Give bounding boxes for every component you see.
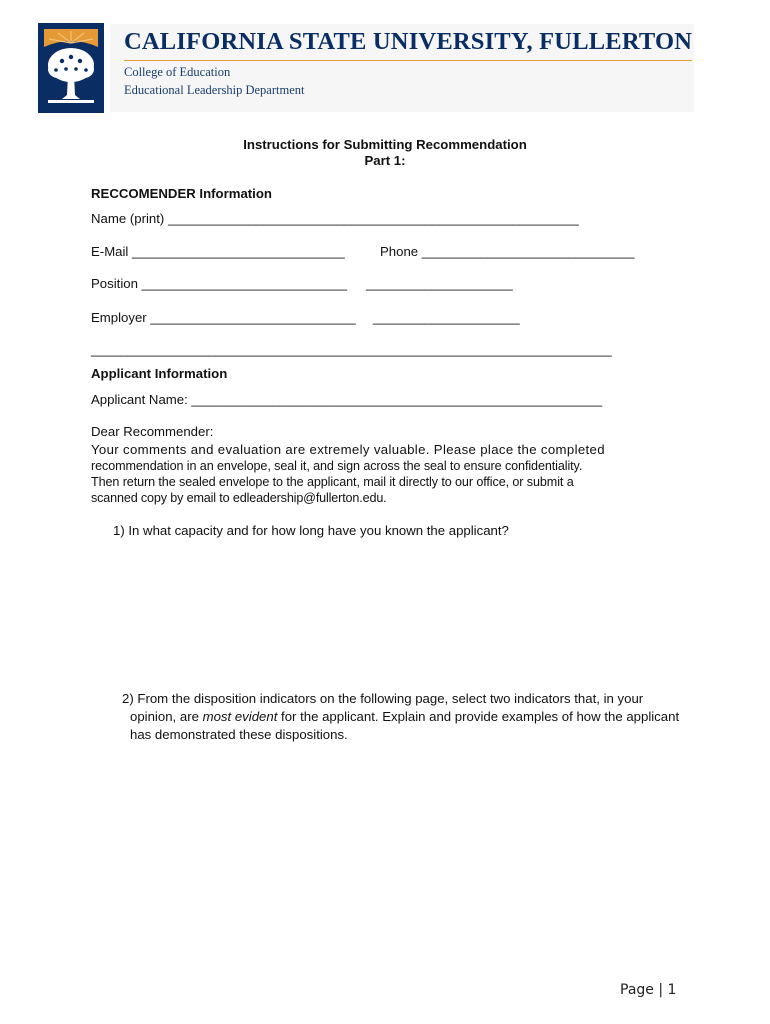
employer-field-extension: ____________________: [373, 310, 520, 325]
college-name: College of Education: [124, 65, 231, 79]
applicant-name-field[interactable]: Applicant Name: ________________________________________________________: [91, 392, 603, 407]
instructions-line-3: Then return the sealed envelope to the applicant, mail it directly to our office, or submit a: [91, 475, 574, 489]
position-field[interactable]: Position ____________________________: [91, 276, 347, 291]
page-subtitle: Part 1:: [364, 153, 406, 168]
university-name: CALIFORNIA STATE UNIVERSITY, FULLERTON: [124, 28, 693, 55]
name-field[interactable]: Name (print) ________________________________________________________: [91, 211, 579, 226]
applicant-heading: Applicant Information: [91, 366, 228, 381]
department-name: Educational Leadership Department: [124, 83, 305, 97]
question-2-emphasis: most evident: [202, 709, 278, 724]
recommender-heading: RECCOMENDER Information: [91, 186, 272, 201]
salutation: Dear Recommender:: [91, 424, 214, 439]
instructions-line-1: Your comments and evaluation are extremely valuable. Please place the completed: [91, 442, 605, 457]
instructions-line-4: scanned copy by email to edleadership@fullerton.edu.: [91, 491, 387, 505]
question-1: 1) In what capacity and for how long have you known the applicant?: [113, 523, 509, 538]
email-field[interactable]: E-Mail _____________________________: [91, 244, 345, 259]
section-divider: _______________________________________________________________________: [91, 342, 612, 357]
question-2-text: 2) From the disposition indicators on the following page, select two indicators that, in your opinion, are: [122, 691, 644, 724]
instructions-line-2: recommendation in an envelope, seal it, and sign across the seal to ensure confidentiality.: [91, 459, 583, 473]
employer-field[interactable]: Employer ____________________________: [91, 310, 356, 325]
letterhead-rule: [124, 60, 692, 61]
phone-field[interactable]: Phone _____________________________: [380, 244, 635, 259]
page-title: Instructions for Submitting Recommendation: [243, 137, 527, 152]
university-seal-logo: [38, 23, 104, 113]
page-number: Page | 1: [620, 982, 677, 998]
position-field-extension: ____________________: [366, 276, 513, 291]
question-2: [122, 690, 690, 744]
question-2-text-cont: for the applicant. Explain and provide examples of how the applicant has demonstrated these dispositions.: [130, 709, 680, 742]
